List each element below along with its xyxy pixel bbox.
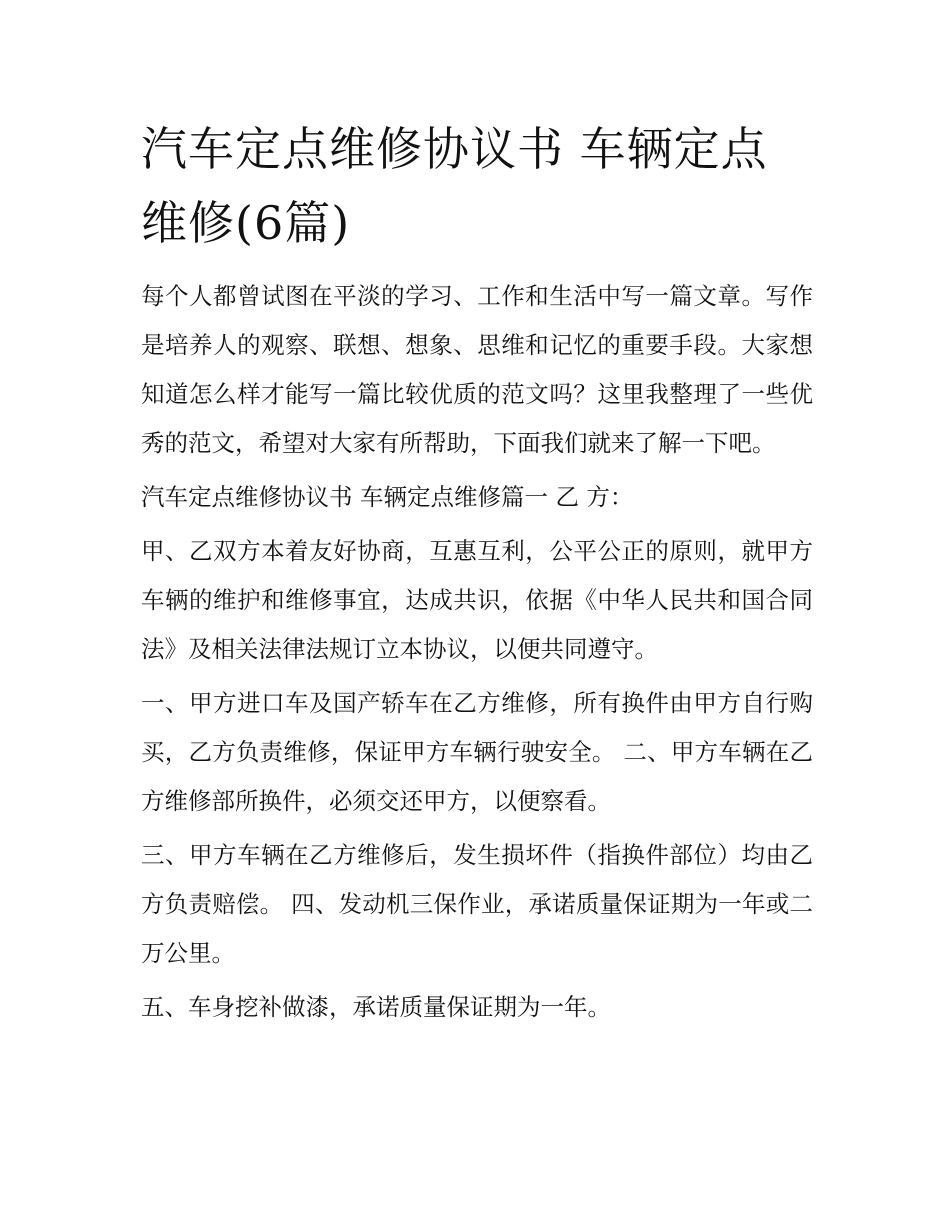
document-title: 汽车定点维修协议书 车辆定点维修(6篇) [141,122,768,250]
intro-paragraph: 每个人都曾试图在平淡的学习、工作和生活中写一篇文章。写作是培养人的观察、联想、想象、思维和记忆的重要手段。大家想知道怎么样才能写一篇比较优质的范文吗？这里我整理了一些优秀的范文，希望对大家有所帮助，下面我们就来了解一下吧。 [141,282,813,457]
clause-3-4: 三、甲方车辆在乙方维修后，发生损坏件（指换件部位）均由乙方负责赔偿。 四、发动机三保作业，承诺质量保证期为一年或二万公里。 [141,841,813,967]
section-heading: 汽车定点维修协议书 车辆定点维修篇一 乙 方： [141,483,634,511]
document-body [141,272,813,1032]
agreement-preamble: 甲、乙双方本着友好协商，互惠互利，公平公正的原则，就甲方车辆的维护和维修事宜，达成共识，依据《中华人民共和国合同法》及相关法律法规订立本协议，以便共同遵守。 [141,537,813,663]
clause-5: 五、车身挖补做漆，承诺质量保证期为一年。 [141,993,611,1021]
clause-1-2: 一、甲方进口车及国产轿车在乙方维修，所有换件由甲方自行购买，乙方负责维修，保证甲方车辆行驶安全。 二、甲方车辆在乙方维修部所换件，必须交还甲方，以便察看。 [141,689,813,815]
document-page [141,112,813,1037]
